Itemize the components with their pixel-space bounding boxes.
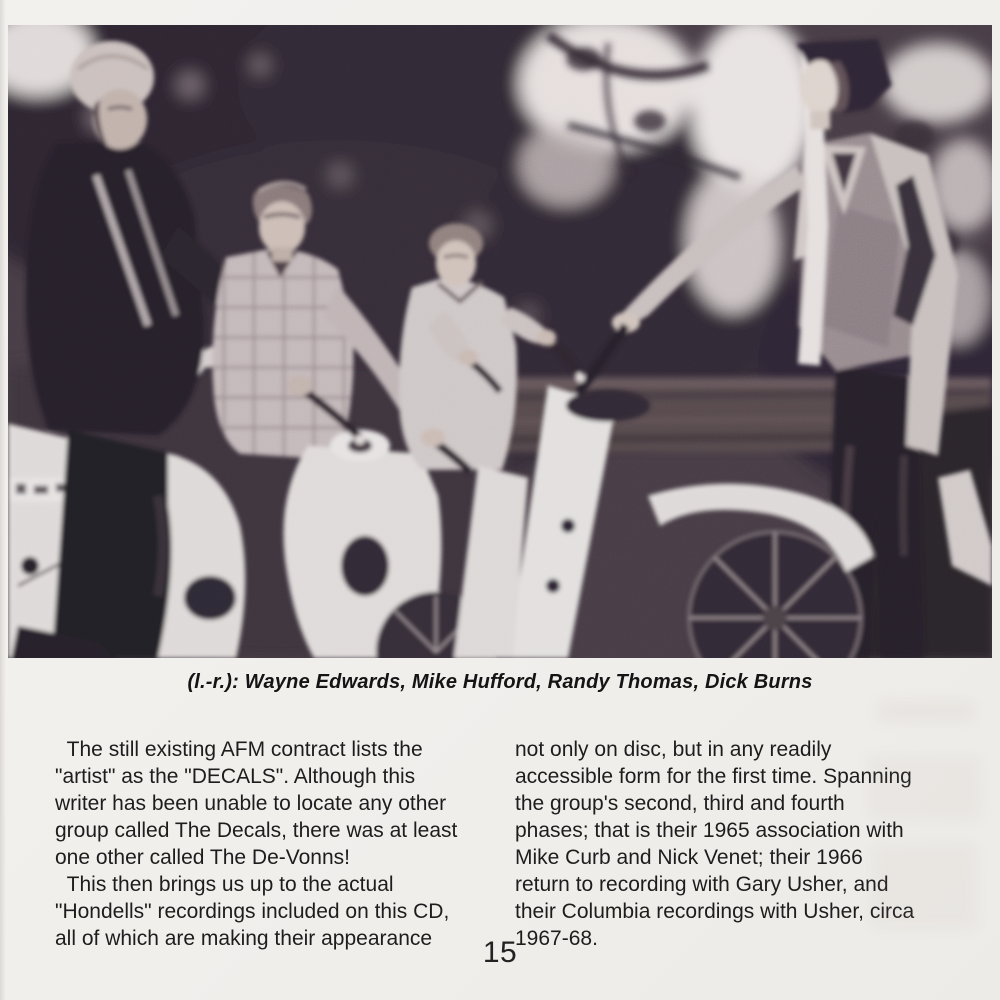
page-number: 15 [482,936,518,969]
text-line: their Columbia recordings with Usher, circa [515,900,915,923]
print-bleed-smudge [878,700,974,722]
text-line: not only on disc, but in any readily [515,738,832,761]
text-line: group called The Decals, there was at least [55,819,458,842]
photo-caption: (l.-r.): Wayne Edwards, Mike Hufford, Randy Thomas, Dick Burns [187,671,813,693]
text-line: The still existing AFM contract lists the [55,738,423,761]
text-line: "Hondells" recordings included on this CD, [55,900,450,923]
text-line: writer has been unable to locate any other [55,792,447,815]
text-line: phases; that is their 1965 association with [515,819,904,842]
scan-edge-shadow [0,0,6,1000]
text-line: all of which are making their appearance [55,927,433,950]
text-line: Mike Curb and Nick Venet; their 1966 [515,846,863,869]
text-line: return to recording with Gary Usher, and [515,873,889,896]
text-line: This then brings us up to the actual [55,873,394,896]
text-line: one other called The De-Vonns! [55,846,350,869]
body-column-right [515,736,980,952]
body-column-left [55,736,505,952]
text-line: the group's second, third and fourth [515,792,845,815]
text-line: 1967-68. [515,927,598,950]
text-line: accessible form for the first time. Spanning [515,765,912,788]
band-photo [8,25,992,658]
text-line: "artist" as the "DECALS". Although this [55,765,416,788]
